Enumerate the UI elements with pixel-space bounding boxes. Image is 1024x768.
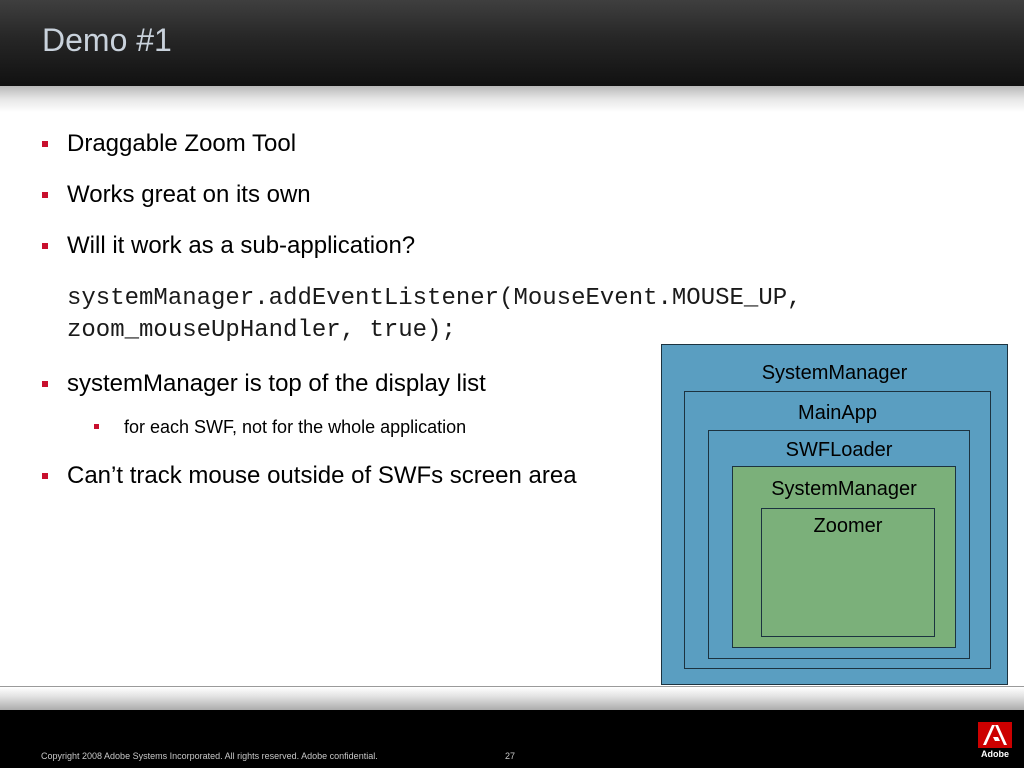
bullet-item: Draggable Zoom Tool xyxy=(67,130,297,157)
sub-bullet-item: for each SWF, not for the whole application xyxy=(124,417,467,437)
slide-header xyxy=(0,0,1024,86)
header-shadow xyxy=(0,86,1024,112)
diagram-zoomer-box xyxy=(761,508,935,637)
diagram-label: Zoomer xyxy=(813,515,883,537)
diagram-label: SWFLoader xyxy=(785,439,893,461)
bullet-item: systemManager is top of the display list xyxy=(67,370,486,397)
adobe-logo-text: Adobe xyxy=(981,749,1009,759)
diagram-label: MainApp xyxy=(798,402,877,424)
copyright-text: Copyright 2008 Adobe Systems Incorporated. All rights reserved. Adobe confidential. xyxy=(41,751,378,761)
bullet-item: Can’t track mouse outside of SWFs screen area xyxy=(67,462,577,489)
code-line: zoom_mouseUpHandler, true); xyxy=(67,317,456,344)
adobe-logo-icon xyxy=(978,722,1012,748)
page-number: 27 xyxy=(505,751,516,761)
footer-shadow xyxy=(0,686,1024,711)
code-line: systemManager.addEventListener(MouseEvent.MOUSE_UP, xyxy=(67,285,802,312)
adobe-logo xyxy=(978,722,1012,764)
diagram-label: SystemManager xyxy=(761,362,908,384)
bullet-item: Works great on its own xyxy=(67,181,311,208)
diagram-label: SystemManager xyxy=(771,478,917,500)
bullet-item: Will it work as a sub-application? xyxy=(67,232,416,259)
slide-title: Demo #1 xyxy=(42,22,172,58)
